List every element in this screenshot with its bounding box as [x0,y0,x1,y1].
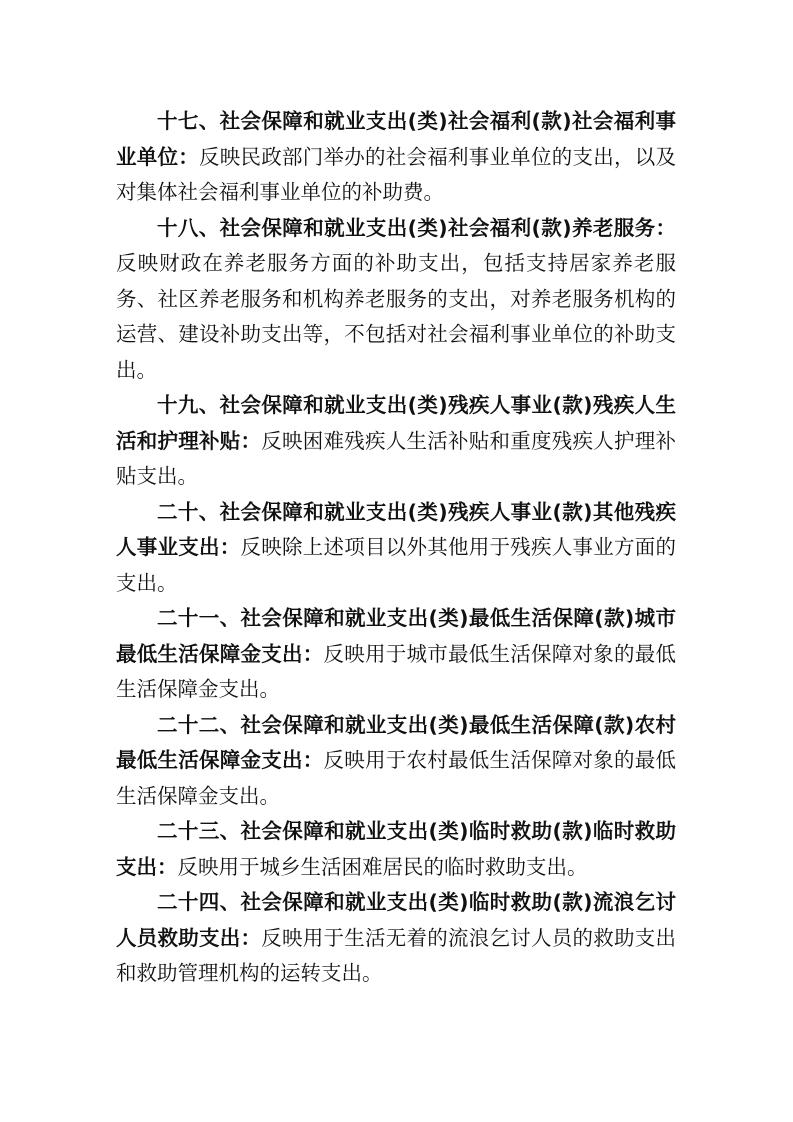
entry-21 [116,601,676,708]
entry-description: 反映财政在养老服务方面的补助支出，包括支持居家养老服务、社区养老服务和机构养老服务的支出，对养老服务机构的运营、建设补助支出等，不包括对社会福利事业单位的补助支出。 [116,251,676,382]
entry-description: 反映除上述项目以外其他用于残疾人事业方面的支出。 [116,535,676,595]
entry-heading: 二十四、社会保障和就业支出(类)临时救助(款)流浪乞讨人员救助支出： [116,890,676,950]
entry-heading: 二十二、社会保障和就业支出(类)最低生活保障(款)农村最低生活保障金支出： [116,712,676,772]
entry-17 [116,104,676,211]
entry-description: 反映用于城乡生活困难居民的临时救助支出。 [177,854,588,879]
entry-description: 反映用于农村最低生活保障对象的最低生活保障金支出。 [116,748,676,808]
entry-heading: 十七、社会保障和就业支出(类)社会福利(款)社会福利事业单位： [116,109,676,169]
entry-24 [116,885,676,992]
entry-description: 反映用于生活无着的流浪乞讨人员的救助支出和救助管理机构的运转支出。 [116,925,676,985]
entry-description: 反映民政部门举办的社会福利事业单位的支出，以及对集体社会福利事业单位的补助费。 [116,144,676,204]
entry-description: 反映用于城市最低生活保障对象的最低生活保障金支出。 [116,641,676,701]
entry-heading: 二十、社会保障和就业支出(类)残疾人事业(款)其他残疾人事业支出： [116,499,676,559]
entry-19 [116,388,676,495]
entry-heading: 十九、社会保障和就业支出(类)残疾人事业(款)残疾人生活和护理补贴： [116,393,676,453]
entry-heading: 二十一、社会保障和就业支出(类)最低生活保障(款)城市最低生活保障金支出： [116,606,676,666]
document-body [116,104,676,992]
entry-20 [116,495,676,602]
entry-heading: 十八、社会保障和就业支出(类)社会福利(款)养老服务： [157,215,676,240]
entry-heading: 二十三、社会保障和就业支出(类)临时救助(款)临时救助支出： [116,819,676,879]
entry-22 [116,708,676,815]
entry-18 [116,211,676,389]
entry-description: 反映困难残疾人生活补贴和重度残疾人护理补贴支出。 [116,428,676,488]
entry-23 [116,814,676,885]
